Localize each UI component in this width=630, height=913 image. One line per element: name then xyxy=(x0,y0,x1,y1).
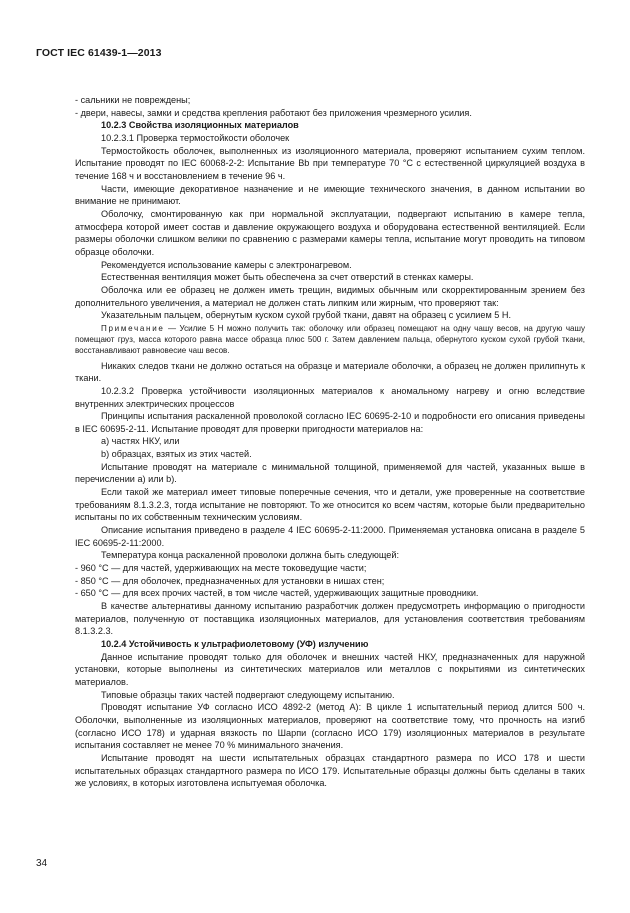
paragraph: Никаких следов ткани не должно остаться на образце и материале оболочки, а образец не должен прилипнуть к ткани. xyxy=(75,360,585,384)
paragraph: Оболочка или ее образец не должен иметь трещин, видимых обычным или скорректированным зрением без дополнительного увеличения, а материал не должен стать липким или жирным, что проверяют так: xyxy=(75,284,585,308)
paragraph: Если такой же материал имеет типовые поперечные сечения, что и детали, уже проверенные на соответствие требованиям 8.1.3.2.3, тогда испытание не повторяют. То же относится ко всем частям, которые были предварительно испытаны по их собственным техническим условиям. xyxy=(75,487,585,523)
paragraph: Испытание проводят на материале с минимальной толщиной, применяемой для частей, указанных выше в перечислении а) или b). xyxy=(75,461,585,485)
list-item: - 850 °С — для оболочек, предназначенных для установки в нишах стен; xyxy=(75,575,385,586)
subsection-heading-10-2-3-2: 10.2.3.2 Проверка устойчивости изоляционных материалов к аномальному нагреву и огню вследствие внутренних электрических процессов xyxy=(75,385,585,409)
list-item: - 650 °С — для всех прочих частей, в том числе частей, удерживающих защитные проводники. xyxy=(75,588,479,599)
note xyxy=(75,324,585,357)
list-item: b) образцах, взятых из этих частей. xyxy=(101,449,252,460)
paragraph: Естественная вентиляция может быть обеспечена за счет отверстий в стенках камеры. xyxy=(101,272,474,283)
paragraph: Термостойкость оболочек, выполненных из изоляционного материала, проверяют испытанием сухим теплом. Испытание проводят по IEC 60068-2-2: Испытание Bb при температуре 70 °С с естественной циркуляцией воздуха в течение 168 ч и восстановлением в течение 96 ч. xyxy=(75,145,585,181)
list-item: - двери, навесы, замки и средства крепления работают без приложения чрезмерного усилия. xyxy=(75,107,472,118)
paragraph: Температура конца раскаленной проволоки должна быть следующей: xyxy=(101,550,399,561)
paragraph: Указательным пальцем, обернутым куском сухой грубой ткани, давят на образец с усилием 5 Н. xyxy=(101,310,511,321)
paragraph: Данное испытание проводят только для оболочек и внешних частей НКУ, предназначенных для наружной установки, которые выполнены из синтетических материалов или металлов с покрытиями из синтетических материалов. xyxy=(75,651,585,687)
note-label: Примечание xyxy=(101,323,165,333)
paragraph: Описание испытания приведено в разделе 4 IEC 60695-2-11:2000. Применяемая установка описана в разделе 5 IEC 60695-2-11:2000. xyxy=(75,525,585,548)
page-number: 34 xyxy=(36,858,48,869)
list-item: - сальники не повреждены; xyxy=(75,95,191,105)
list-item: a) частях НКУ, или xyxy=(101,436,180,447)
paragraph: Типовые образцы таких частей подвергают следующему испытанию. xyxy=(101,689,395,700)
paragraph: В качестве альтернативы данному испытанию разработчик должен предусмотреть информацию о пригодности материалов, полученную от поставщика изоляционных материалов, для установления соответствия требованиям 8.1.3.2.3. xyxy=(75,601,585,637)
paragraph: Рекомендуется использование камеры с электронагревом. xyxy=(101,259,352,270)
document-header: ГОСТ IEC 61439-1—2013 xyxy=(36,47,162,59)
document-body xyxy=(75,94,585,790)
paragraph: Оболочку, смонтированную как при нормальной эксплуатации, подвергают испытанию в камере тепла, атмосфера которой имеет состав и давление окружающего воздуха и оборудована естественной вентиляцией. Если размеры оболочки слишком велики по сравнению с размерами камеры тепла, испытание могут проводить на типовом образце оболочки. xyxy=(75,208,585,257)
paragraph: Части, имеющие декоративное назначение и не имеющие технического значения, в данном испытании во внимание не принимают. xyxy=(75,183,585,207)
section-heading-10-2-4: 10.2.4 Устойчивость к ультрафиолетовому (УФ) излучению xyxy=(101,638,369,649)
paragraph: Принципы испытания раскаленной проволокой согласно IEC 60695-2-10 и подробности его описания приведены в IEC 60695-2-11. Испытание проводят для проверки пригодности материалов на: xyxy=(75,411,585,434)
list-item: - 960 °С — для частей, удерживающих на месте токоведущие части; xyxy=(75,563,367,574)
note-text: — Усилие 5 Н можно получить так: оболочку или образец помещают на одну чашу весов, на другую чашу помещают груз, масса которого равна массе образца плюс 500 г. Затем давлением пальца, обернутого куском сухой грубой ткани, восстанавливают равновесие чаш весов. xyxy=(75,323,585,355)
section-heading-10-2-3: 10.2.3 Свойства изоляционных материалов xyxy=(101,120,299,131)
subsection-heading-10-2-3-1: 10.2.3.1 Проверка термостойкости оболочек xyxy=(101,132,290,143)
paragraph: Испытание проводят на шести испытательных образцах стандартного размера по ИСО 178 и шести испытательных образцах стандартного размера по ИСО 179. Испытательные образцы должны быть сделаны в таких же условиях, в которых изготовлена испытуемая оболочка. xyxy=(75,752,585,789)
paragraph: Проводят испытание УФ согласно ИСО 4892-2 (метод А): В цикле 1 испытательный период длится 500 ч. Оболочки, выполненные из изоляционных материалов, проверяют на соответствие тому, что прочность на изгиб (согласно ИСО 178) и ударная вязкость по Шарпи (согласно ИСО 179) изоляционных материалов в результате испытания составляет не менее 70 % минимального значения. xyxy=(75,702,585,751)
